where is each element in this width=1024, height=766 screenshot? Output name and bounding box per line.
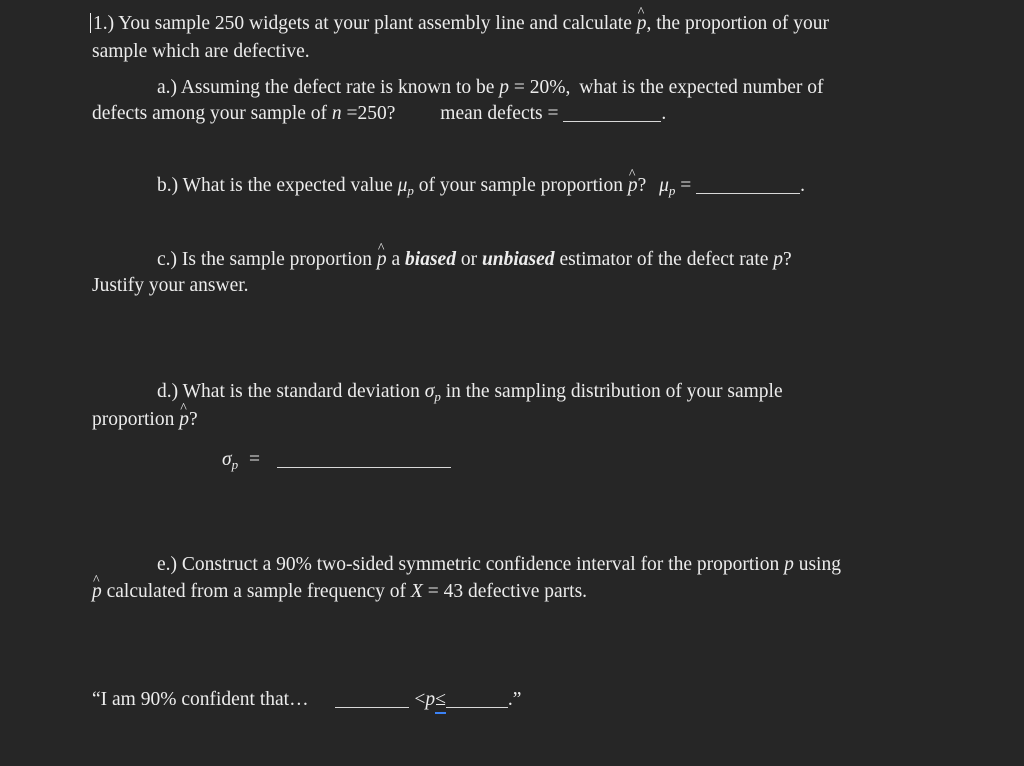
mu-symbol: μ	[659, 175, 669, 196]
confident-statement: “I am 90% confident that…	[92, 689, 309, 710]
part-e-line-2: p ^ calculated from a sample frequency of X = 43 defective parts.	[92, 580, 587, 604]
p-hat-symbol: p ^	[637, 12, 647, 36]
n-symbol: n	[331, 103, 342, 124]
le-symbol: ≤	[435, 688, 446, 714]
part-b-line-1: b.) What is the expected value $\mu_p$ of your sample proportion p ^? $\mu_p$ = .	[157, 174, 805, 199]
part-d-line-1: d.) What is the standard deviation $\sigma_p$ in the sampling distribution of your sample	[157, 381, 783, 404]
part-d-line-2: proportion p ^?	[92, 408, 198, 432]
mean-defects-blank[interactable]	[563, 120, 661, 122]
lower-bound-blank[interactable]	[335, 706, 409, 708]
question-1-line-1: 1.) You sample 250 widgets at your plant assembly line and calculate p ^, the proportion of your	[90, 12, 829, 36]
part-d-answer: $\sigma_p$ =	[222, 448, 451, 473]
text-cursor	[90, 13, 91, 33]
part-c-line-2: Justify your answer.	[92, 275, 249, 296]
p-hat-symbol: p ^	[628, 174, 638, 198]
unbiased-word: unbiased	[481, 249, 555, 270]
part-a-line-1: a.) Assuming the defect rate is known to be p = 20%, what is the expected number of	[157, 77, 824, 98]
p-hat-subscript: p	[668, 183, 676, 198]
part-e-answer: “I am 90% confident that… <p≤ .”	[92, 688, 521, 714]
part-c-line-1: c.) Is the sample proportion p ^ a biased or unbiased estimator of the defect rate p?	[157, 248, 792, 272]
p-symbol: p	[784, 554, 794, 575]
p-symbol: p	[425, 689, 436, 710]
p-symbol: p	[499, 77, 510, 98]
p-symbol: p	[773, 249, 784, 270]
biased-word: biased	[405, 249, 456, 270]
upper-bound-blank[interactable]	[446, 706, 508, 708]
p-hat-subscript: p	[434, 389, 441, 404]
question-1-line-2: sample which are defective.	[92, 41, 310, 62]
mean-defects-label: mean defects =	[440, 103, 559, 124]
expected-value-blank[interactable]	[696, 192, 800, 194]
question-number: 1.)	[93, 13, 115, 34]
p-hat-subscript: p	[407, 183, 414, 198]
p-hat-symbol: p ^	[92, 580, 102, 604]
p-hat-symbol: p ^	[377, 248, 387, 272]
x-symbol: X	[410, 581, 423, 602]
std-dev-blank[interactable]	[277, 466, 451, 468]
p-hat-subscript: p	[231, 457, 239, 472]
sigma-symbol: σ	[424, 381, 435, 402]
p-hat-symbol: p ^	[179, 408, 189, 432]
sigma-symbol: σ	[222, 449, 232, 470]
mu-symbol: μ	[397, 175, 408, 196]
part-e-line-1: e.) Construct a 90% two-sided symmetric confidence interval for the proportion p using	[157, 554, 841, 575]
part-a-line-2: defects among your sample of n =250? mean defects = .	[92, 103, 667, 124]
